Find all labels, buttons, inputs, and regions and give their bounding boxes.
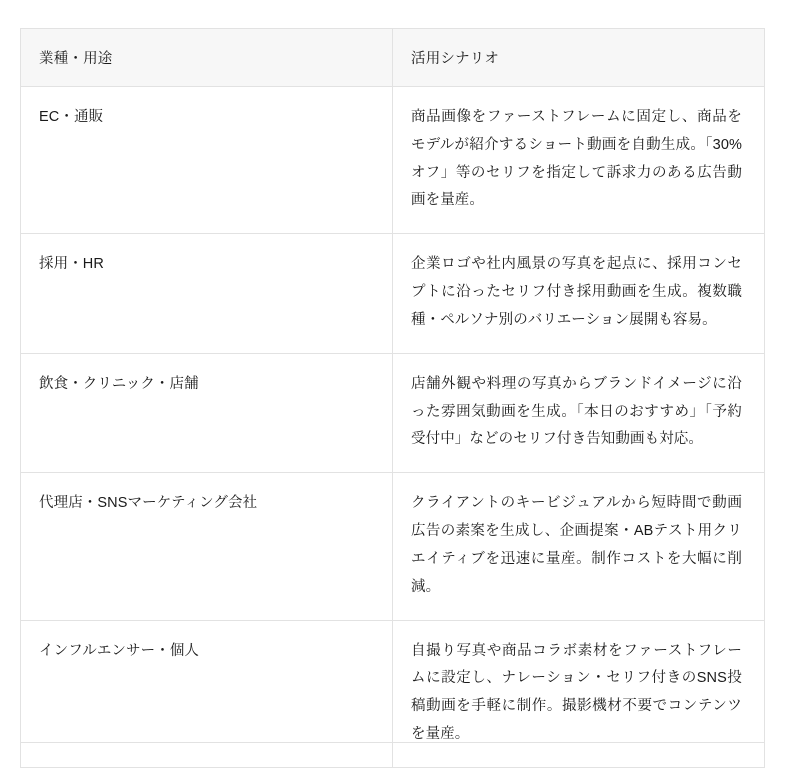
cell-scenario: 自撮り写真や商品コラボ素材をファーストフレームに設定し、ナレーション・セリフ付きのSNS投稿動画を手軽に制作。撮影機材不要でコンテンツを量産。 — [393, 620, 765, 767]
cell-industry: インフルエンサー・個人 — [21, 620, 393, 767]
table-row — [21, 353, 765, 472]
cell-industry: 飲食・クリニック・店舗 — [21, 353, 393, 472]
table-header — [21, 29, 765, 87]
table-row — [21, 473, 765, 620]
table-row — [21, 620, 765, 767]
cell-scenario: 商品画像をファーストフレームに固定し、商品をモデルが紹介するショート動画を自動生成。「30%オフ」等のセリフを指定して訴求力のある広告動画を量産。 — [393, 87, 765, 234]
column-header-industry: 業種・用途 — [21, 29, 393, 87]
cell-industry: 代理店・SNSマーケティング会社 — [21, 473, 393, 620]
table-bottom-divider — [20, 742, 764, 743]
cell-scenario: クライアントのキービジュアルから短時間で動画広告の素案を生成し、企画提案・ABテスト用クリエイティブを迅速に量産。制作コストを大幅に削減。 — [393, 473, 765, 620]
cell-industry: EC・通販 — [21, 87, 393, 234]
table-header-row — [21, 29, 765, 87]
table-row — [21, 234, 765, 353]
table-row — [21, 87, 765, 234]
table-body — [21, 87, 765, 768]
cell-scenario: 企業ロゴや社内風景の写真を起点に、採用コンセプトに沿ったセリフ付き採用動画を生成。複数職種・ペルソナ別のバリエーション展開も容易。 — [393, 234, 765, 353]
cell-industry: 採用・HR — [21, 234, 393, 353]
column-header-scenario: 活用シナリオ — [393, 29, 765, 87]
cell-scenario: 店舗外観や料理の写真からブランドイメージに沿った雰囲気動画を生成。「本日のおすすめ」「予約受付中」などのセリフ付き告知動画も対応。 — [393, 353, 765, 472]
use-case-scenario-table — [20, 28, 765, 768]
